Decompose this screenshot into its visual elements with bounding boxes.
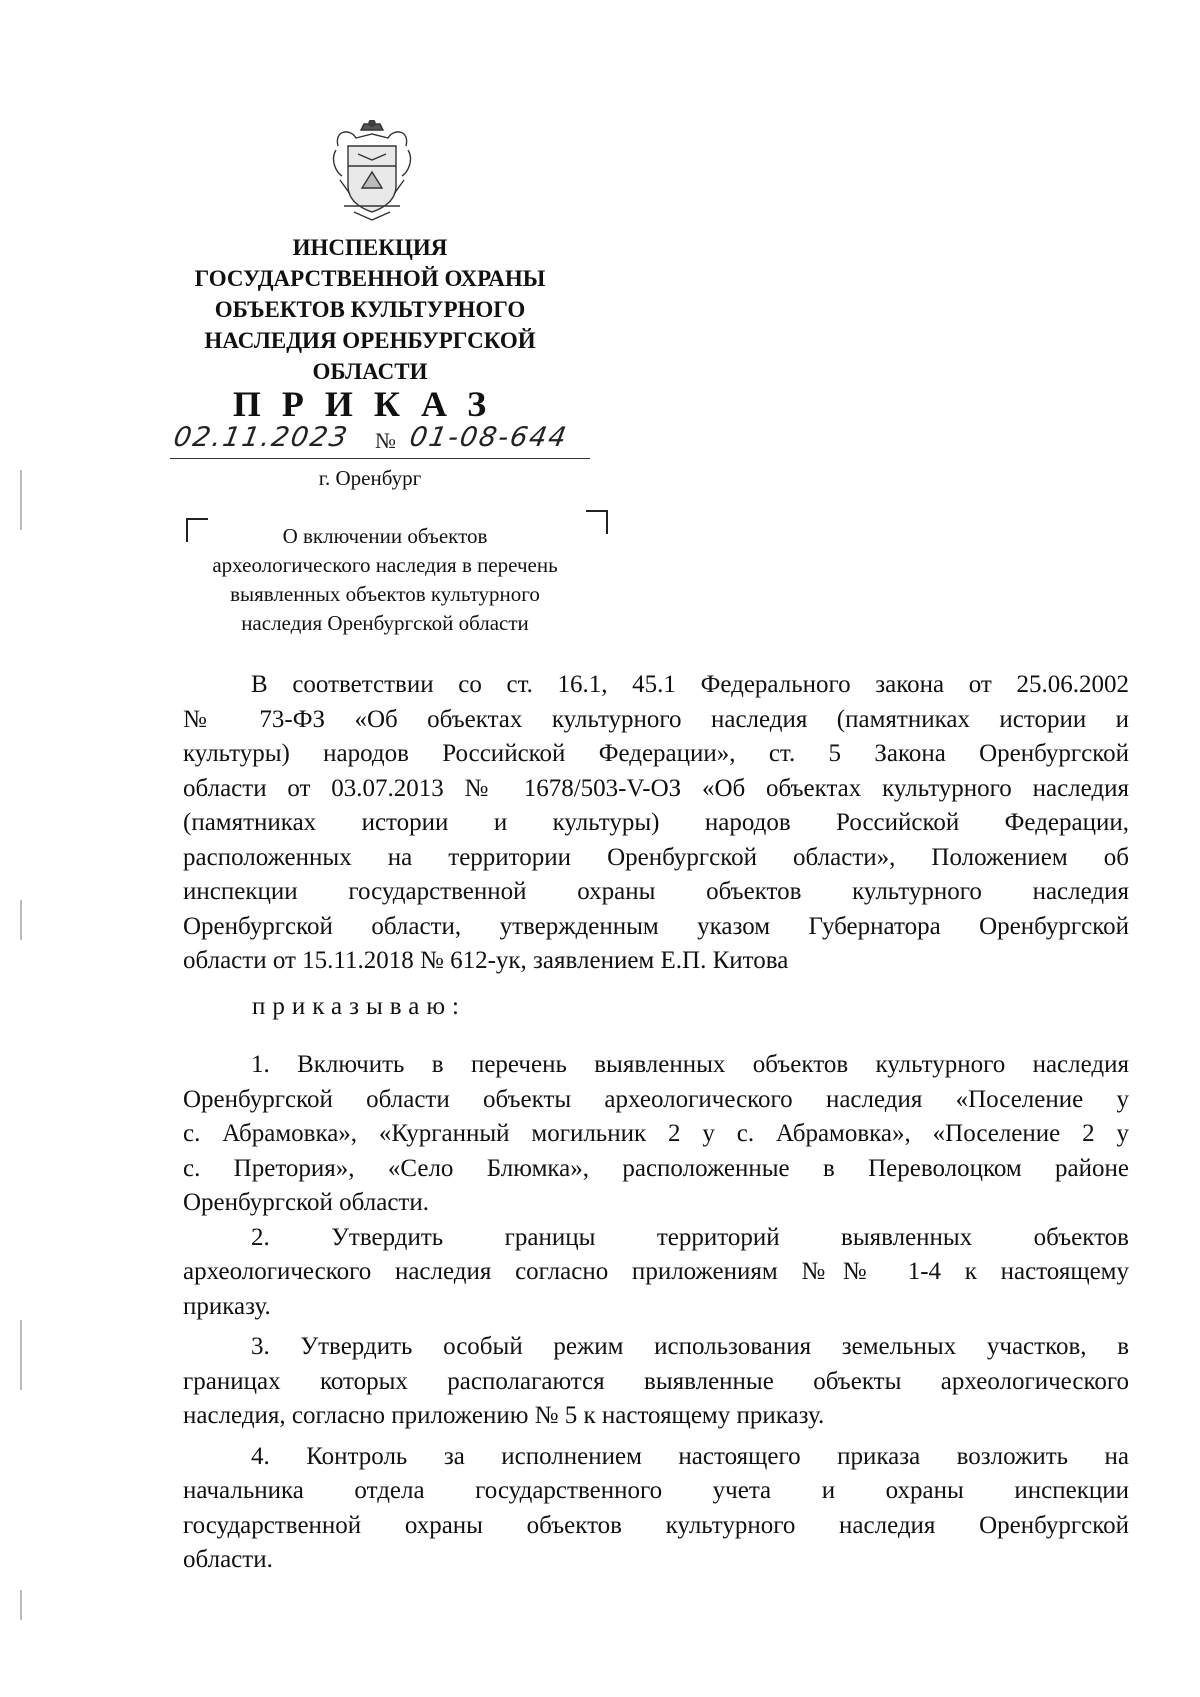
order-items xyxy=(183,1048,1129,1578)
subject-line: О включении объектов xyxy=(282,524,488,548)
handwritten-date: 02.11.2023 xyxy=(171,422,352,453)
text-line: инспекции государственной охраны объектов культурного наследия xyxy=(183,878,1129,905)
org-line: ОБЛАСТИ xyxy=(312,359,428,384)
text-line: (памятниках истории и культуры) народов Российской Федерации, xyxy=(183,809,1129,836)
item-1-line: Оренбургской области объекты археологического наследия «Поселение у xyxy=(183,1085,1129,1113)
text-line: области от 15.11.2018 № 612-ук, заявлением Е.П. Китова xyxy=(183,947,789,974)
scan-mark xyxy=(20,1320,22,1390)
intro-paragraph xyxy=(183,668,1129,979)
org-line: ИНСПЕКЦИЯ xyxy=(292,235,448,260)
text-line: В соответствии со ст. 16.1, 45.1 Федерального закона от 25.06.2002 xyxy=(251,671,1129,698)
item-2-line: археологического наследия согласно приложениям №№ 1-4 к настоящему xyxy=(183,1258,1129,1285)
city-label: г. Оренбург xyxy=(318,466,422,490)
org-line: ОБЪЕКТОВ КУЛЬТУРНОГО xyxy=(214,297,526,322)
item-2-line: 2. Утвердить границы территорий выявленных объектов xyxy=(251,1223,1129,1251)
item-3-line: границах которых располагаются выявленные объекты археологического xyxy=(183,1367,1129,1395)
item-2-line: приказу. xyxy=(183,1292,271,1320)
text-line: области от 03.07.2013 № 1678/503-V-ОЗ «Об объектах культурного наследия xyxy=(183,774,1129,802)
item-3-line: наследия, согласно приложению № 5 к настоящему приказу. xyxy=(183,1402,825,1429)
item-1-line: Оренбургской области. xyxy=(183,1189,429,1216)
subject-block xyxy=(170,522,600,638)
org-line: НАСЛЕДИЯ ОРЕНБУРГСКОЙ xyxy=(204,328,536,353)
item-1-line: с. Претория», «Село Блюмка», расположенные в Переволоцком районе xyxy=(183,1154,1129,1182)
text-line: расположенных на территории Оренбургской области», Положением об xyxy=(183,843,1129,871)
item-4-line: государственной охраны объектов культурного наследия Оренбургской xyxy=(183,1511,1129,1539)
text-line: Оренбургской области, утвержденным указом Губернатора Оренбургской xyxy=(183,912,1129,940)
order-word: приказываю: xyxy=(252,993,466,1020)
scan-mark xyxy=(20,900,22,940)
subject-line: наследия Оренбургской области xyxy=(241,611,529,635)
text-line: № 73-ФЗ «Об объектах культурного наследия (памятниках истории и xyxy=(183,705,1129,733)
document-type-title: ПРИКАЗ xyxy=(232,384,508,424)
item-3-line: 3. Утвердить особый режим использования земельных участков, в xyxy=(251,1333,1129,1360)
subject-line: выявленных объектов культурного xyxy=(230,582,540,606)
scan-mark xyxy=(20,470,22,530)
date-number-line xyxy=(160,422,600,464)
org-line: ГОСУДАРСТВЕННОЙ ОХРАНЫ xyxy=(194,266,546,291)
item-4-line: 4. Контроль за исполнением настоящего приказа возложить на xyxy=(251,1442,1129,1470)
item-1-line: с. Абрамовка», «Курганный могильник 2 у с. Абрамовка», «Поселение 2 у xyxy=(183,1120,1129,1147)
item-4-line: области. xyxy=(183,1546,273,1573)
organization-name xyxy=(160,232,580,387)
handwritten-number: 01-08-644 xyxy=(407,422,571,453)
subject-line: археологического наследия в перечень xyxy=(212,553,558,577)
signature-rule xyxy=(170,458,590,459)
item-1-line: 1. Включить в перечень выявленных объектов культурного наследия xyxy=(251,1051,1129,1078)
text-line: культуры) народов Российской Федерации», ст. 5 Закона Оренбургской xyxy=(183,740,1129,767)
number-sign: № xyxy=(375,428,396,453)
item-4-line: начальника отдела государственного учета и охраны инспекции xyxy=(183,1477,1129,1504)
coat-of-arms-icon xyxy=(330,120,414,222)
scan-mark xyxy=(20,1590,22,1620)
